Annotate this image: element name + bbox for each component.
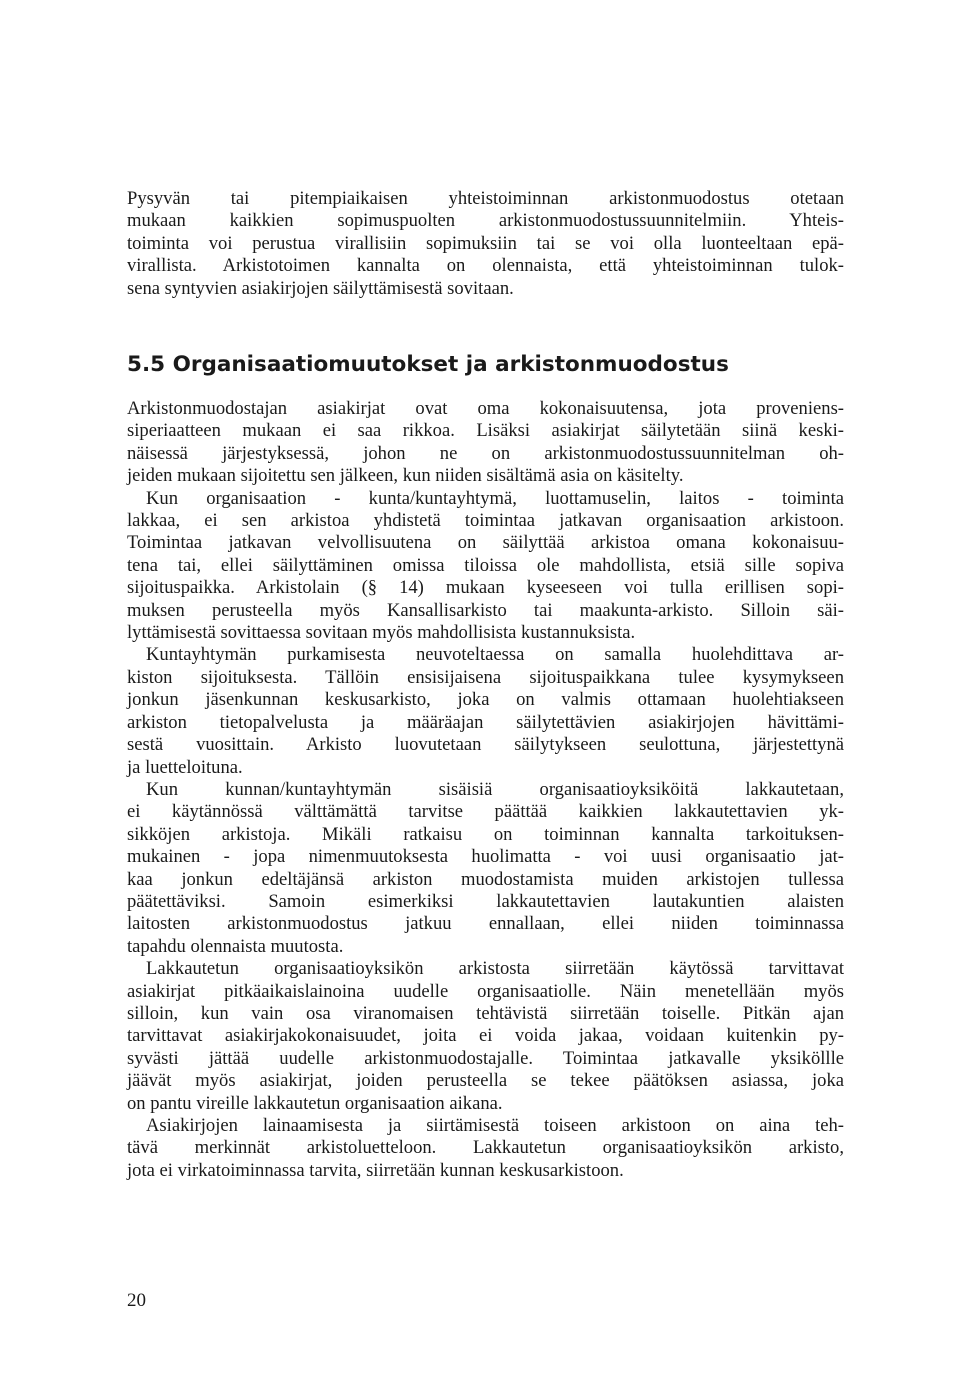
section-heading: 5.5 Organisaatiomuutokset ja arkistonmuodostus bbox=[127, 352, 729, 377]
text-line: laitosten arkistonmuodostus jatkuu ennallaan, ellei niiden toiminnassa bbox=[127, 913, 844, 935]
text-line: jota ei virkatoiminnassa tarvita, siirretään kunnan keskusarkistoon. bbox=[127, 1159, 624, 1181]
text-line: Kuntayhtymän purkamisesta neuvoteltaessa on samalla huolehdittava ar- bbox=[146, 644, 844, 666]
text-line: ja luetteloituna. bbox=[127, 756, 243, 778]
text-line: arkiston tietopalvelusta ja määräajan säilytettävien asiakirjojen hävittämi- bbox=[127, 711, 844, 733]
text-line: tävä merkinnät arkistoluetteloon. Lakkautetun organisaatioyksikön arkisto, bbox=[127, 1137, 844, 1159]
text-line: sestä vuosittain. Arkisto luovutetaan säilytykseen seulottuna, järjestettynä bbox=[127, 734, 844, 756]
text-line: tena tai, ellei säilyttäminen omissa tiloissa ole mahdollista, etsiä sille sopiva bbox=[127, 554, 844, 576]
page-number: 20 bbox=[127, 1290, 146, 1311]
text-line: jeiden mukaan sijoitettu sen jälkeen, kun niiden sisältämä asia on käsitelty. bbox=[127, 465, 684, 487]
text-line: lyttämisestä sovittaessa sovitaan myös mahdollisista kustannuksista. bbox=[127, 622, 636, 644]
text-line: Kun organisaation - kunta/kuntayhtymä, luottamuselin, laitos - toiminta bbox=[146, 487, 844, 509]
text-line: kiston sijoituksesta. Tällöin ensisijaisena sijoituspaikkana tulee kysymykseen bbox=[127, 666, 844, 688]
text-line: jäävät myös asiakirjat, joiden perusteella se tekee päätöksen asiassa, joka bbox=[127, 1070, 844, 1092]
text-line: mukainen - jopa nimenmuutoksesta huolimatta - voi uusi organisaatio jat- bbox=[127, 846, 844, 868]
text-line: tapahdu olennaista muutosta. bbox=[127, 935, 344, 957]
text-line: tarvittavat asiakirjakokonaisuudet, joita ei voida jakaa, voidaan kuitenkin py- bbox=[127, 1025, 844, 1047]
text-line: asiakirjat pitkäaikaislainoina uudelle organisaatiolle. Näin menetellään myös bbox=[127, 980, 844, 1002]
text-line: Toimintaa jatkavan velvollisuutena on säilyttää arkistoa omana kokonaisuu- bbox=[127, 532, 844, 554]
text-line: jonkun jäsenkunnan keskusarkisto, joka on valmis ottamaan huolehtiakseen bbox=[127, 689, 844, 711]
text-line: näisessä järjestyksessä, johon ne on arkistonmuodostussuunnitelman oh- bbox=[127, 442, 844, 464]
text-line: Lakkautetun organisaatioyksikön arkistosta siirretään käytössä tarvittavat bbox=[146, 958, 844, 980]
text-line: sena syntyvien asiakirjojen säilyttämisestä sovitaan. bbox=[127, 277, 514, 299]
text-line: Arkistonmuodostajan asiakirjat ovat oma kokonaisuutensa, jota proveniens- bbox=[127, 398, 844, 419]
text-line: mukaan kaikkien sopimuspuolten arkistonmuodostussuunnitelmiin. Yhteis- bbox=[127, 210, 844, 232]
text-line: virallista. Arkistotoimen kannalta on olennaista, että yhteistoiminnan tulok- bbox=[127, 255, 844, 277]
text-line: Pysyvän tai pitempiaikaisen yhteistoiminnan arkistonmuodostus otetaan bbox=[127, 188, 844, 209]
text-line: siperiaatteen mukaan ei saa rikkoa. Lisäksi asiakirjat säilytetään siinä keski- bbox=[127, 420, 844, 442]
text-line: silloin, kun vain osa viranomaisen tehtävistä siirretään toiselle. Pitkän ajan bbox=[127, 1002, 844, 1024]
text-line: päätettäviksi. Samoin esimerkiksi lakkautettavien lautakuntien alaisten bbox=[127, 890, 844, 912]
text-line: syvästi jättää uudelle arkistonmuodostajalle. Toimintaa jatkavalle yksiköllle bbox=[127, 1047, 844, 1069]
text-line: on pantu vireille lakkautetun organisaation aikana. bbox=[127, 1092, 503, 1114]
text-line: lakkaa, ei sen arkistoa yhdistetä toimintaa jatkavan organisaation arkistoon. bbox=[127, 510, 844, 532]
text-line: ei käytännössä välttämättä tarvitse päättää kaikkien lakkautettavien yk- bbox=[127, 801, 844, 823]
section-body bbox=[127, 398, 844, 1182]
text-line: sijoituspaikka. Arkistolain (§ 14) mukaan kyseeseen voi tulla erillisen sopi- bbox=[127, 577, 844, 599]
text-line: Kun kunnan/kuntayhtymän sisäisiä organisaatioyksiköitä lakkautetaan, bbox=[146, 778, 844, 800]
text-line: Asiakirjojen lainaamisesta ja siirtämisestä toiseen arkistoon on aina teh- bbox=[146, 1115, 844, 1136]
text-line: kaa jonkun edeltäjänsä arkiston muodostamista muiden arkistojen tullessa bbox=[127, 868, 844, 890]
text-line: muksen perusteella myös Kansallisarkisto tai maakunta-arkisto. Silloin säi- bbox=[127, 599, 844, 621]
text-line: sikköjen arkistoja. Mikäli ratkaisu on toiminnan kannalta tarkoituksen- bbox=[127, 823, 844, 845]
text-line: toiminta voi perustua virallisiin sopimuksiin tai se voi olla luonteeltaan epä- bbox=[127, 232, 844, 254]
intro-paragraph bbox=[127, 188, 844, 300]
